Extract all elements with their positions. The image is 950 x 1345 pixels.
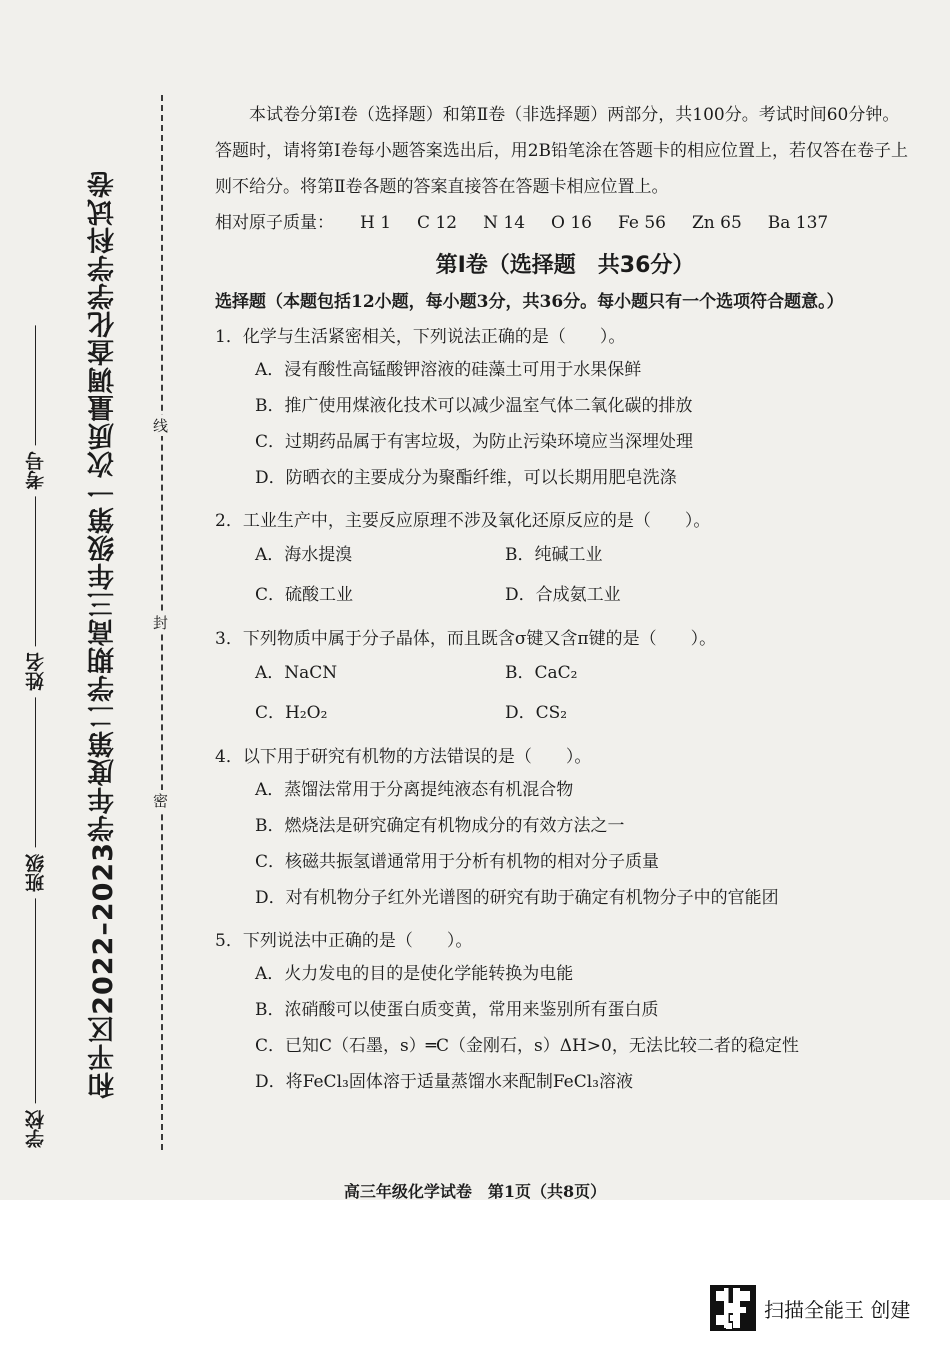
mass-ba: Ba 137 xyxy=(767,213,829,233)
binding-mark-secret: 密 xyxy=(150,790,171,811)
option-a[interactable]: A．浸有酸性高锰酸钾溶液的硅藻土可用于水果保鲜 xyxy=(255,359,642,380)
option-b[interactable]: B．纯碱工业 xyxy=(505,544,603,565)
field-class-line[interactable] xyxy=(36,698,37,848)
section-heading: 选择题（本题包括12小题，每小题3分，共36分。每小题只有一个选项符合题意。） xyxy=(215,291,844,312)
field-name-line[interactable] xyxy=(36,496,37,646)
mass-c: C 12 xyxy=(417,213,458,233)
question-4 xyxy=(215,742,915,916)
mass-n: N 14 xyxy=(483,213,526,233)
question-3 xyxy=(215,624,915,732)
option-c[interactable]: C．过期药品属于有害垃圾，为防止污染环境应当深埋处理 xyxy=(255,431,694,452)
option-d[interactable]: D．对有机物分子红外光谱图的研究有助于确定有机物分子中的官能团 xyxy=(255,887,779,908)
option-b[interactable]: B．浓硝酸可以使蛋白质变黄，常用来鉴别所有蛋白质 xyxy=(255,999,659,1020)
option-c[interactable]: C．核磁共振氢谱通常用于分析有机物的相对分子质量 xyxy=(255,851,660,872)
option-b[interactable]: B．燃烧法是研究确定有机物成分的有效方法之一 xyxy=(255,815,625,836)
mass-o: O 16 xyxy=(551,213,592,233)
question-2 xyxy=(215,506,915,614)
atomic-masses-label: 相对原子质量： xyxy=(215,213,334,233)
exam-content xyxy=(215,97,915,1100)
exam-title-vertical: 和平区2022–2023学年度第二学期高三年级第一次质量调查化学学科试卷 xyxy=(88,170,119,1099)
binding-mark-line: 线 xyxy=(150,415,171,436)
option-b[interactable]: B．CaC₂ xyxy=(505,662,578,683)
option-d[interactable]: D．合成氨工业 xyxy=(505,584,621,605)
option-d[interactable]: D．CS₂ xyxy=(505,702,568,723)
option-c[interactable]: C．硫酸工业 xyxy=(255,584,354,605)
option-a[interactable]: A．NaCN xyxy=(255,662,338,683)
option-b[interactable]: B．推广使用煤液化技术可以减少温室气体二氧化碳的排放 xyxy=(255,395,693,416)
option-c[interactable]: C．已知C（石墨，s）═C（金刚石，s）ΔH>0，无法比较二者的稳定性 xyxy=(255,1035,799,1056)
question-stem: 5．下列说法中正确的是（ ）。 xyxy=(215,930,473,951)
question-1 xyxy=(215,322,915,496)
mass-h: H 1 xyxy=(360,213,392,233)
field-class-label: 班级 xyxy=(25,854,47,893)
question-stem: 3．下列物质中属于分子晶体，而且既含σ键又含π键的是（ ）。 xyxy=(215,628,717,649)
exam-instructions: 本试卷分第Ⅰ卷（选择题）和第Ⅱ卷（非选择题）两部分，共100分。考试时间60分钟。答题时，请将第Ⅰ卷每小题答案选出后，用2B铅笔涂在答题卡的相应位置上，若仅答在卷子上则不给分。将第Ⅱ卷各题的答案直接答在答题卡相应位置上。 xyxy=(215,105,909,197)
question-stem: 1．化学与生活紧密相关，下列说法正确的是（ ）。 xyxy=(215,326,626,347)
field-school-line[interactable] xyxy=(36,899,37,1104)
option-d[interactable]: D．将FeCl₃固体溶于适量蒸馏水来配制FeCl₃溶液 xyxy=(255,1071,634,1092)
field-name-label: 姓名 xyxy=(25,652,47,691)
page-footer: 高三年级化学试卷 第1页（共8页） xyxy=(343,1182,607,1201)
student-info-fields xyxy=(22,325,49,1148)
field-id-line[interactable] xyxy=(36,325,37,445)
option-a[interactable]: A．蒸馏法常用于分离提纯液态有机混合物 xyxy=(255,779,574,800)
option-d[interactable]: D．防晒衣的主要成分为聚酯纤维，可以长期用肥皂洗涤 xyxy=(255,467,677,488)
part-one-title: 第Ⅰ卷（选择题 共36分） xyxy=(435,253,695,278)
option-a[interactable]: A．火力发电的目的是使化学能转换为电能 xyxy=(255,963,574,984)
field-id-label: 考号 xyxy=(25,451,47,490)
question-5 xyxy=(215,926,915,1100)
scanner-watermark xyxy=(710,1285,910,1331)
question-stem: 2．工业生产中，主要反应原理不涉及氧化还原反应的是（ ）。 xyxy=(215,510,711,531)
atomic-masses xyxy=(215,205,915,241)
field-school-label: 学校 xyxy=(25,1110,47,1149)
watermark-text: 扫描全能王 创建 xyxy=(764,1297,911,1322)
qr-code-icon xyxy=(710,1285,756,1331)
binding-mark-seal: 封 xyxy=(150,612,171,633)
option-a[interactable]: A．海水提溴 xyxy=(255,544,353,565)
option-c[interactable]: C．H₂O₂ xyxy=(255,702,328,723)
mass-zn: Zn 65 xyxy=(691,213,742,233)
question-stem: 4．以下用于研究有机物的方法错误的是（ ）。 xyxy=(215,746,592,767)
mass-fe: Fe 56 xyxy=(618,213,666,233)
